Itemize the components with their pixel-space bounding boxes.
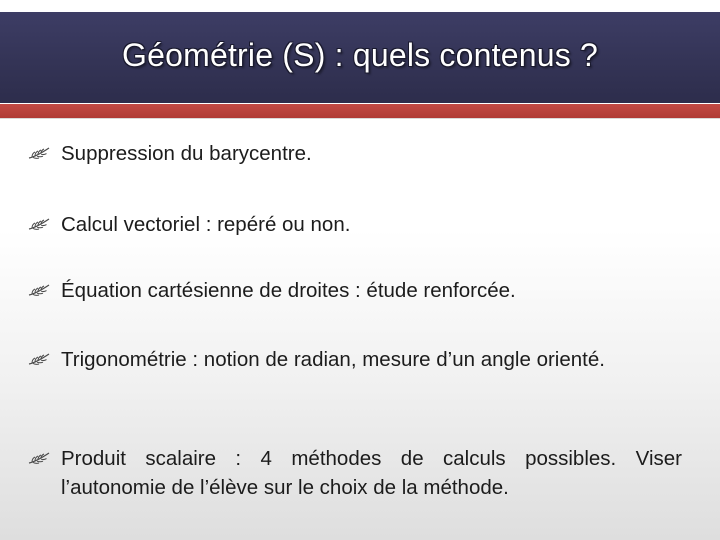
- fern-leaf-icon: [28, 283, 50, 297]
- bullet-text: Équation cartésienne de droites : étude renforcée.: [61, 279, 516, 302]
- slide-title: Géométrie (S) : quels contenus ?: [122, 37, 598, 73]
- bullet-text: Produit scalaire : 4 méthodes de calculs possibles. Viser l’autonomie de l’élève sur le choix de la méthode.: [61, 447, 682, 499]
- bullet-text: Calcul vectoriel : repéré ou non.: [61, 213, 351, 236]
- fern-leaf-icon: [28, 451, 50, 465]
- bullet-text: Suppression du barycentre.: [61, 142, 312, 165]
- accent-bar: [0, 104, 720, 118]
- fern-leaf-icon: [28, 217, 50, 231]
- fern-leaf-icon: [28, 146, 50, 160]
- fern-leaf-icon: [28, 352, 50, 366]
- bullet-text: Trigonométrie : notion de radian, mesure d’un angle orienté.: [61, 348, 605, 371]
- accent-divider: [0, 118, 720, 119]
